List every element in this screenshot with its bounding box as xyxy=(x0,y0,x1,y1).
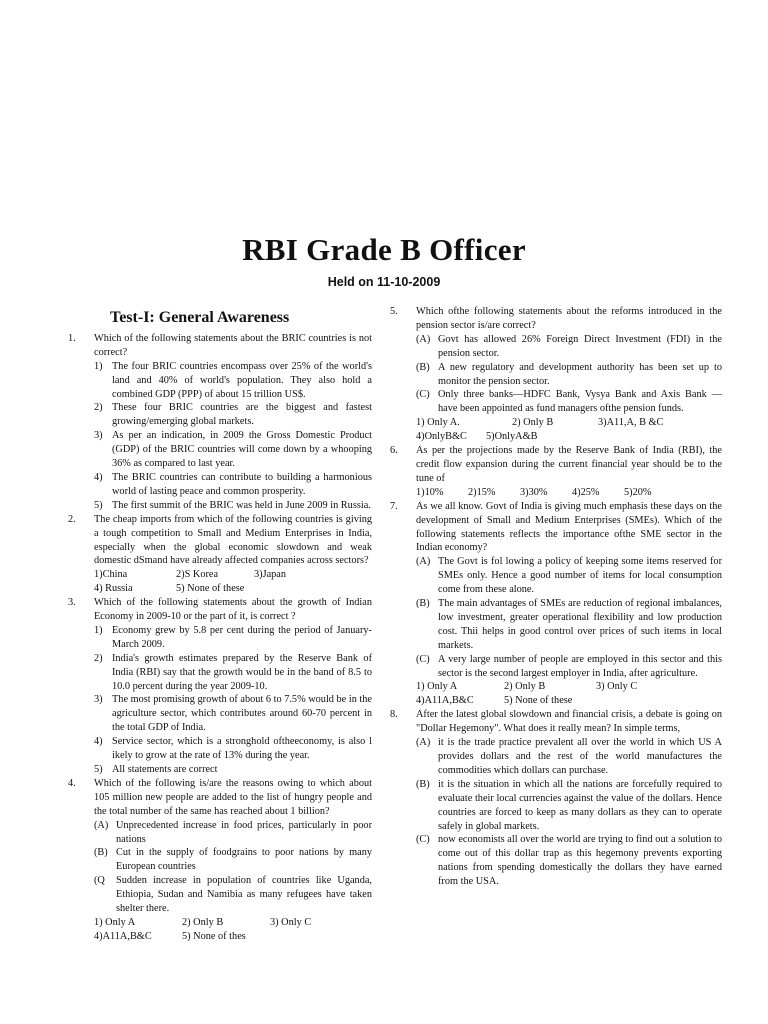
choice: 1) Only A xyxy=(94,916,136,928)
option-text: Cut in the supply of foodgrains to poor nations by many European countries xyxy=(116,847,372,873)
choice: 1)10% xyxy=(416,486,444,498)
option-text: Sudden increase in population of countries like Uganda, Ethiopia, Sudan and Namibia as many refugees have taken shelter there. xyxy=(116,875,372,915)
choice: 1) Only A. xyxy=(416,417,460,429)
option-label: (Q xyxy=(94,875,105,887)
choice: 1)China xyxy=(94,569,128,581)
answer-option xyxy=(416,736,722,778)
question-5 xyxy=(390,305,722,444)
option-text: The Govt is fol lowing a policy of keeping some items reserved for SMEs only. Hence a good number of items for local consumption come from these alone. xyxy=(438,556,722,596)
choice: 3)30% xyxy=(520,486,548,498)
question-text: Which of the following statements about the BRIC countries is not correct? xyxy=(94,332,372,358)
question-number: 4. xyxy=(68,777,76,789)
option-label: 4) xyxy=(94,736,103,748)
option-text: The four BRIC countries encompass over 25% of the world's land and 40% of world's population. They also hold a combined GDP (PPP) of about 15 trillion US$. xyxy=(112,360,372,400)
answer-option xyxy=(416,597,722,653)
option-label: (A) xyxy=(416,556,431,568)
question-1 xyxy=(68,332,372,513)
document-subtitle: Held on 11-10-2009 xyxy=(327,275,441,289)
question-8 xyxy=(390,708,722,889)
choice-row xyxy=(416,430,722,444)
left-column xyxy=(68,305,372,944)
option-text: Service sector, which is a stronghold oftheeconomy, is also l ikely to grow at the rate of 13% during the year. xyxy=(112,736,372,762)
choice: 2)15% xyxy=(468,486,496,498)
option-label: (B) xyxy=(416,778,430,790)
choice-row xyxy=(416,680,722,694)
answer-option xyxy=(94,401,372,429)
question-3 xyxy=(68,596,372,777)
option-text: The most promising growth of about 6 to 7.5% would be in the agriculture sector, which contributes around 60-70 percent in the total GDP of India. xyxy=(112,694,372,734)
option-label: (A) xyxy=(94,819,109,831)
choice: 2)S Korea xyxy=(176,569,219,581)
option-label: 5) xyxy=(94,764,103,775)
document-title: RBI Grade B Officer xyxy=(242,232,526,267)
option-text: Only three banks—HDFC Bank, Vysya Bank and Axis Bank — have been appointed as fund managers ofthe pension funds. xyxy=(438,389,722,415)
option-text: now economists all over the world are trying to find out a solution to come out of this dollar trap as this hegemony prevents exporting nations from spending domestically the dollars they have earned from the USA. xyxy=(438,834,722,888)
choice: 3) Only C xyxy=(270,916,312,928)
section-heading: Test-I: General Awareness xyxy=(110,309,290,326)
option-text: The first summit of the BRIC was held in June 2009 in Russia. xyxy=(112,499,371,511)
answer-option xyxy=(94,763,372,777)
answer-option xyxy=(94,471,372,499)
answer-option xyxy=(416,555,722,597)
option-text: All statements are correct xyxy=(112,764,218,775)
option-label: 4) xyxy=(94,471,103,483)
option-label: (A) xyxy=(416,333,431,345)
choice-row xyxy=(94,930,372,944)
question-number: 8. xyxy=(390,709,398,721)
choice: 5) None of thes xyxy=(182,930,246,942)
choice: 1) Only A xyxy=(416,681,458,693)
option-text: As per an indication, in 2009 the Gross Domestic Product (GDP) of the BRIC countries will come down by a whooping 36% as compared to last year. xyxy=(112,430,372,470)
option-label: (B) xyxy=(416,361,430,373)
question-number: 1. xyxy=(68,332,76,344)
choice: 5)OnlyA&B xyxy=(486,431,538,443)
choice: 4) Russia xyxy=(94,583,133,595)
choice-row xyxy=(94,568,372,582)
choice-row xyxy=(416,486,722,500)
answer-option xyxy=(416,653,722,681)
option-label: (A) xyxy=(416,737,431,749)
choice-row xyxy=(416,416,722,430)
question-text: Which of the following statements about the growth of Indian Economy in 2009-10 or the part of it, is correct ? xyxy=(94,597,372,623)
question-text: After the latest global slowdown and financial crisis, a debate is going on "Dollar Hegemony". What does it really mean? In simple terms, xyxy=(416,709,722,735)
choice-row xyxy=(416,694,722,708)
option-label: 2) xyxy=(94,402,103,414)
option-label: (B) xyxy=(416,598,430,610)
choice: 3)A11,A, B &C xyxy=(598,417,664,429)
answer-option xyxy=(94,693,372,735)
question-number: 2. xyxy=(68,513,76,525)
option-label: 2) xyxy=(94,652,103,664)
question-6 xyxy=(390,444,722,500)
option-text: India's growth estimates prepared by the Reserve Bank of India (RBI) say that the growth would be in the band of 8.5 to 10.0 percent during the year 2009-10. xyxy=(112,652,372,692)
question-4 xyxy=(68,777,372,944)
answer-option xyxy=(416,361,722,389)
option-label: (C) xyxy=(416,834,430,846)
question-text: The cheap imports from which of the following countries is giving a tough competition to Small and Medium Enterprises in India, especially when the global economic slowdown and weak domestic dSmand have already affected companies across sectors? xyxy=(94,513,372,567)
choice: 5) None of these xyxy=(504,695,573,707)
choice-row xyxy=(94,582,372,596)
option-text: Economy grew by 5.8 per cent during the period of January-March 2009. xyxy=(112,624,372,650)
choice: 2) Only B xyxy=(512,417,554,429)
answer-option xyxy=(94,819,372,847)
option-label: 1) xyxy=(94,624,103,636)
choice: 3) Only C xyxy=(596,681,638,693)
right-column xyxy=(390,305,722,889)
option-text: Govt has allowed 26% Foreign Direct Investment (FDI) in the pension sector. xyxy=(438,333,722,359)
choice: 4)A11A,B&C xyxy=(416,695,474,707)
option-text: These four BRIC countries are the biggest and fastest growing/emerging global markets. xyxy=(112,402,372,428)
choice: 3)Japan xyxy=(254,569,287,581)
option-text: A very large number of people are employed in this sector and this sector is the second largest employer in India, after agriculture. xyxy=(438,653,722,679)
option-label: 5) xyxy=(94,499,103,511)
option-label: 3) xyxy=(94,430,103,442)
choice: 5)20% xyxy=(624,486,652,498)
question-text: As we all know. Govt of India is giving much emphasis these days on the development of Small and Medium Enterprises (SMEs). Which of the following statements reflects the importance ofthe SME sector in the Indian economy? xyxy=(416,500,722,554)
option-text: The BRIC countries can contribute to building a harmonious world of lasting peace and common prosperity. xyxy=(112,471,372,497)
answer-option xyxy=(94,429,372,471)
choice-row xyxy=(94,916,372,930)
option-label: 3) xyxy=(94,694,103,706)
answer-option xyxy=(94,499,372,513)
answer-option xyxy=(94,624,372,652)
answer-option xyxy=(94,360,372,402)
option-text: A new regulatory and development authority has been set up to monitor the pension sector. xyxy=(438,361,722,387)
question-number: 5. xyxy=(390,306,398,317)
question-7 xyxy=(390,500,722,709)
answer-option xyxy=(94,874,372,916)
option-label: 1) xyxy=(94,360,103,372)
choice: 5) None of these xyxy=(176,583,245,595)
option-label: (C) xyxy=(416,389,430,401)
option-label: (B) xyxy=(94,847,108,859)
question-text: Which ofthe following statements about the reforms introduced in the pension sector is/are correct? xyxy=(416,306,722,331)
choice: 2) Only B xyxy=(182,916,224,928)
option-text: it is the trade practice prevalent all over the world in which US A provides dollars and the rest of the world manufactures the commodities which dollars can purchase. xyxy=(438,737,722,776)
option-text: it is the situation in which all the nations are forcefully required to evaluate their local currencies against the value of the dollars. Hence countries are forced to keep as many dollars as they can to operate safely in global markets. xyxy=(438,778,722,832)
question-number: 6. xyxy=(390,445,398,457)
answer-option xyxy=(94,735,372,763)
option-text: Unprecedented increase in food prices, particularly in poor nations xyxy=(116,819,372,845)
question-number: 7. xyxy=(390,500,398,512)
question-number: 3. xyxy=(68,597,76,609)
option-label: (C) xyxy=(416,653,430,665)
choice: 4)25% xyxy=(572,486,600,498)
choice: 2) Only B xyxy=(504,681,546,693)
answer-option xyxy=(416,778,722,834)
answer-option xyxy=(94,846,372,874)
answer-option xyxy=(416,333,722,361)
question-text: As per the projections made by the Reserve Bank of India (RBI), the credit flow expansion during the current financial year should be to the tune of xyxy=(416,445,722,484)
choice: 4)OnlyB&C xyxy=(416,431,467,443)
option-text: The main advantages of SMEs are reduction of regional imbalances, low investment, greater operational flexibility and low production cost. Thii helps in good control over prices of such items in local markets. xyxy=(438,598,722,651)
question-text: Which of the following is/are the reasons owing to which about 105 million new people are added to the list of hungry people and the total number of the same has reached about 1 billion? xyxy=(94,777,372,817)
question-2 xyxy=(68,513,372,596)
answer-option xyxy=(416,388,722,416)
answer-option xyxy=(416,833,722,889)
answer-option xyxy=(94,652,372,694)
choice: 4)A11A,B&C xyxy=(94,930,152,942)
